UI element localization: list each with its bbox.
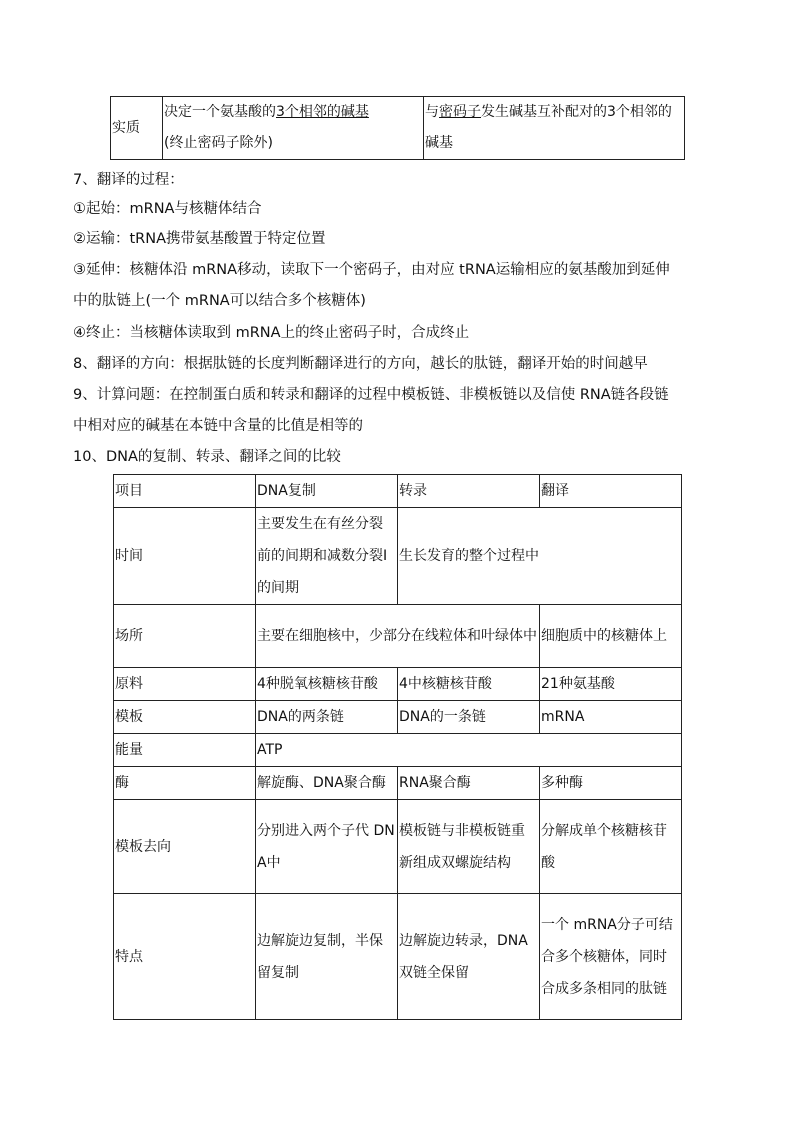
enzyme-replication: 解旋酶、DNA聚合酶 [256,767,398,800]
place-translation: 细胞质中的核糖体上 [540,605,682,668]
template-fate-translation: 分解成单个核糖核苷酸 [540,800,682,894]
section-8-direction: 8、翻译的方向：根据肽链的长度判断翻译进行的方向，越长的肽链，翻译开始的时间越早 [73,356,648,372]
template-fate-replication: 分别进入两个子代 DNA中 [256,800,398,894]
material-transcription: 4中核糖核苷酸 [398,668,540,701]
place-replication-transcription: 主要在细胞核中，少部分在线粒体和叶绿体中 [256,605,540,668]
section-7-heading: 7、翻译的过程： [73,172,184,188]
row-label-features: 特点 [114,894,256,1020]
row-label-template-fate: 模板去向 [114,800,256,894]
codon-comparison-table [110,96,685,160]
enzyme-transcription: RNA聚合酶 [398,767,540,800]
translation-step-elongation-cont: 中的肽链上(一个 mRNA可以结合多个核糖体) [73,293,366,309]
table-row [114,701,682,734]
time-transcription-translation: 生长发育的整个过程中 [398,508,682,605]
codon-underlined-text: 3个相邻的碱基 [276,104,369,120]
row-label-essence: 实质 [111,97,163,160]
section-10-heading: 10、DNA的复制、转录、翻译之间的比较 [73,449,341,465]
anticodon-text-pre: 与 [425,104,439,120]
time-replication: 主要发生在有丝分裂前的间期和减数分裂Ⅰ的间期 [256,508,398,605]
table-header-row [114,475,682,508]
energy-all: ATP [256,734,682,767]
material-translation: 21种氨基酸 [540,668,682,701]
table-row [114,767,682,800]
table-row [114,508,682,605]
header-item: 项目 [114,475,256,508]
row-label-enzyme: 酶 [114,767,256,800]
template-translation: mRNA [540,701,682,734]
header-translation: 翻译 [540,475,682,508]
section-9-calculation: 9、计算问题：在控制蛋白质和转录和翻译的过程中模板链、非模板链以及信使 RNA链各段链 [73,387,669,403]
features-transcription: 边解旋边转录，DNA双链全保留 [398,894,540,1020]
header-replication: DNA复制 [256,475,398,508]
enzyme-translation: 多种酶 [540,767,682,800]
template-fate-transcription: 模板链与非模板链重新组成双螺旋结构 [398,800,540,894]
table-row [114,668,682,701]
header-transcription: 转录 [398,475,540,508]
table-row [114,605,682,668]
row-label-time: 时间 [114,508,256,605]
row-label-template: 模板 [114,701,256,734]
features-replication: 边解旋边复制，半保留复制 [256,894,398,1020]
row-label-material: 原料 [114,668,256,701]
row-label-place: 场所 [114,605,256,668]
table-row [111,97,685,160]
template-transcription: DNA的一条链 [398,701,540,734]
section-9-calculation-cont: 中相对应的碱基在本链中含量的比值是相等的 [73,418,363,434]
anticodon-essence-cell [424,97,685,160]
translation-step-elongation: ③延伸：核糖体沿 mRNA移动，读取下一个密码子，由对应 tRNA运输相应的氨基酸加到延伸 [73,262,670,278]
anticodon-text-rest: 发生碱基互补配对的3个相邻的碱基 [425,104,672,151]
table-row [114,734,682,767]
table-row [114,894,682,1020]
codon-text: 决定一个氨基酸的 [164,104,276,120]
translation-step-initiation: ①起始：mRNA与核糖体结合 [73,201,262,217]
features-translation: 一个 mRNA分子可结合多个核糖体，同时合成多条相同的肽链 [540,894,682,1020]
translation-step-termination: ④终止：当核糖体读取到 mRNA上的终止密码子时，合成终止 [73,325,470,341]
anticodon-underlined-text: 密码子 [439,104,481,120]
table-row [114,800,682,894]
translation-step-transport: ②运输：tRNA携带氨基酸置于特定位置 [73,231,326,247]
template-replication: DNA的两条链 [256,701,398,734]
material-replication: 4种脱氧核糖核苷酸 [256,668,398,701]
codon-essence-cell [163,97,424,160]
codon-note: (终止密码子除外) [164,135,273,151]
dna-replication-transcription-translation-table [113,474,682,1020]
row-label-energy: 能量 [114,734,256,767]
